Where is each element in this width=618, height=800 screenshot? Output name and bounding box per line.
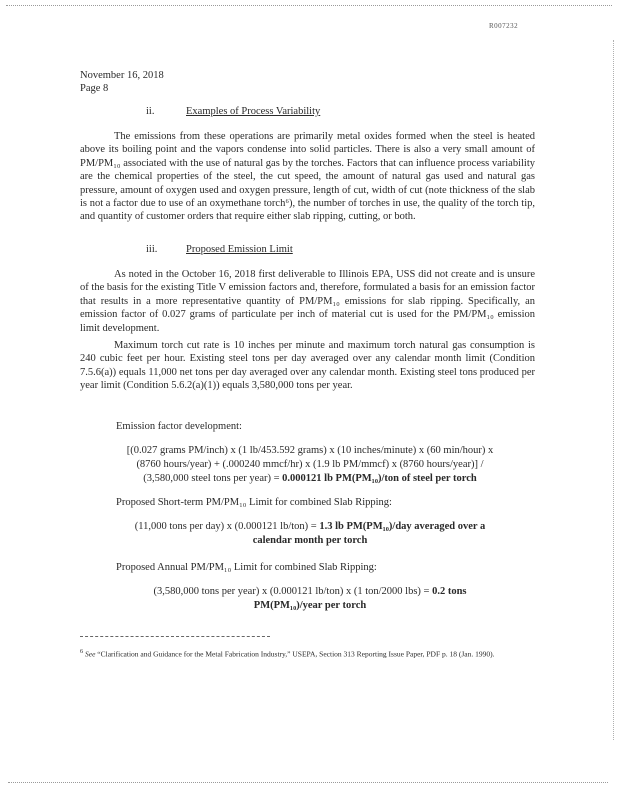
footnote-see: See [85,649,96,659]
scan-edge-top [6,5,612,6]
short-term-eq-calculation: (11,000 tons per day) x (0.000121 lb/ton) = [134,521,320,532]
scan-edge-bottom [8,782,608,783]
emission-factor-eq-denominator: (3,580,000 steel tons per year) = [143,473,283,484]
footnote [80,647,530,660]
section-iii-heading [146,244,293,255]
short-term-result: 1.3 lb PM(PM₁₀)/day averaged over a [319,521,486,532]
section-ii-number: ii. [146,106,155,117]
emission-factor-result: 0.000121 lb PM(PM₁₀)/ton of steel per torch [282,473,477,484]
emission-factor-eq-line-2: (8760 hours/year) + (.000240 mmcf/hr) x (1.9 lb PM/mmcf) x (8760 hours/year)] / [136,459,484,470]
annual-eq-line-1 [80,585,540,598]
footnote-divider [80,636,270,637]
emission-factor-eq-line-1: [(0.027 grams PM/inch) x (1 lb/453.592 grams) x (10 inches/minute) x (60 min/hour) x [126,445,494,456]
annual-limit-label: Proposed Annual PM/PM₁₀ Limit for combined Slab Ripping: [116,562,377,573]
section-iii-paragraph-2: Maximum torch cut rate is 10 inches per minute and maximum torch natural gas consumption is 240 cubic feet per hour. Existing steel tons per day averaged over any calendar month limit (Condition 7.5.6(a)) equals 11,000 net tons per day averaged over any calendar month. Existing steel tons produced per year limit (Condition 5.6.2(a)(1)) equals 3,580,000 tons per year. [80,340,535,392]
header-date: November 16, 2018 [80,70,164,81]
section-ii-heading [146,106,320,117]
annual-eq-line-2: PM(PM₁₀)/year per torch [253,600,367,611]
scan-edge-right [613,40,614,740]
section-iii-title: Proposed Emission Limit [186,244,293,255]
short-term-eq-line-1 [80,520,540,533]
section-iii-paragraph-1: As noted in the October 16, 2018 first deliverable to Illinois EPA, USS did not create and is unsure of the basis for the existing Title V emission factors and, therefore, formulated a basis for an emission factor that results in a more representative quantity of PM/PM₁₀ emissions for slab ripping. Specifically, an emission factor of 0.027 grams of particulate per inch of material cut is used for the PM/PM₁₀ emission limit development. [80,269,535,334]
footnote-text: “Clarification and Guidance for the Metal Fabrication Industry,” USEPA, Section 313 Reporting Issue Paper, PDF p. 18 (Jan. 1990). [95,649,495,659]
section-ii-paragraph: The emissions from these operations are primarily metal oxides formed when the steel is heated above its boiling point and the vapors condense into solid particles. There is also a very small amount of PM/PM₁₀ associated with the use of natural gas by the torches. Factors that can influence process variability are the chemical properties of the steel, the cut speed, the amount of natural gas used and natural gas pressure, amount of oxygen used and oxygen pressure, length of cut, width of cut (note thickness of the slab is not a factor due to use of an oxymethane torch⁶), the number of torches in use, the quality of the torch tip, and quantity of customer orders that require either slab ripping, cutting, or both. [80,131,535,223]
header-page: Page 8 [80,83,109,94]
annual-result: 0.2 tons [432,586,467,597]
short-term-eq-line-2: calendar month per torch [252,535,368,546]
annual-eq-calculation: (3,580,000 tons per year) x (0.000121 lb/ton) x (1 ton/2000 lbs) = [153,586,433,597]
bates-number: R007232 [489,22,519,30]
emission-factor-eq-line-3 [80,472,540,485]
emission-factor-label: Emission factor development: [116,421,242,432]
footnote-marker: 6 [80,648,84,655]
section-iii-number: iii. [146,244,158,255]
short-term-limit-label: Proposed Short-term PM/PM₁₀ Limit for combined Slab Ripping: [116,497,392,508]
section-ii-title: Examples of Process Variability [186,106,321,117]
